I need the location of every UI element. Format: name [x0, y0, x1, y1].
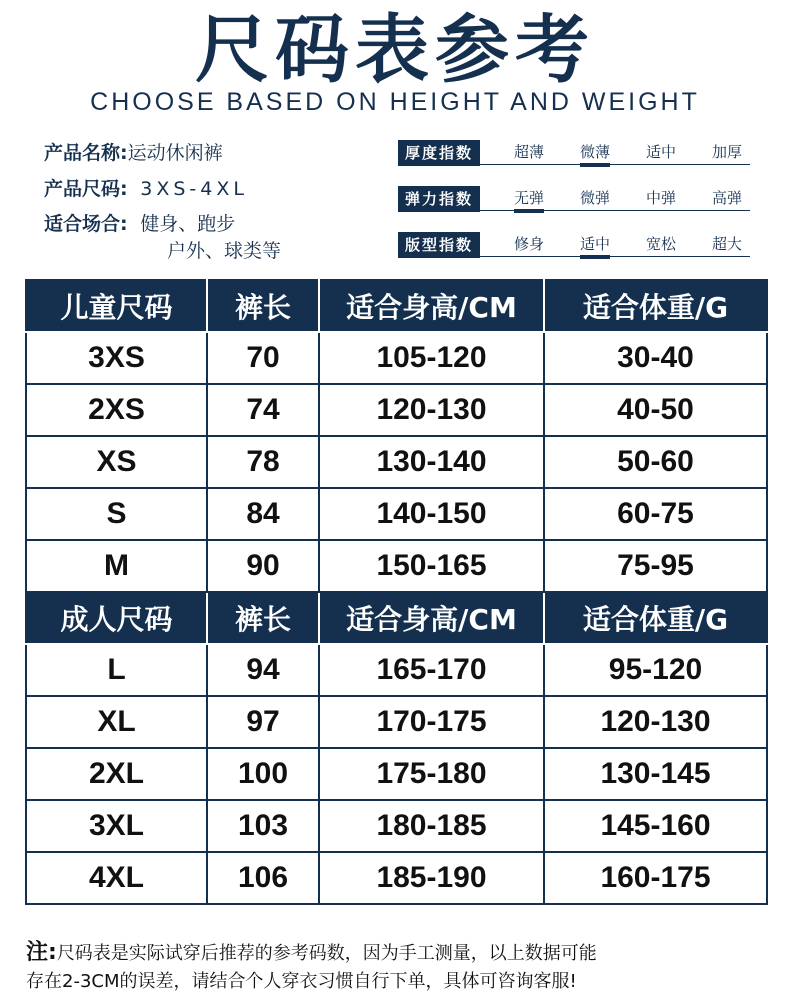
page-subtitle: CHOOSE BASED ON HEIGHT AND WEIGHT: [90, 88, 700, 116]
header-cell: 裤长: [207, 592, 319, 644]
size-cell: L: [26, 644, 207, 696]
weight-cell: 95-120: [544, 644, 767, 696]
size-chart-table: [25, 279, 768, 905]
elasticity-option: 中弹: [645, 189, 676, 207]
fit-index-label: 版型指数: [398, 232, 480, 258]
product-size-row: [44, 176, 248, 202]
product-name-value: 运动休闲裤: [127, 142, 223, 164]
product-name-label: 产品名称:: [44, 142, 128, 164]
header-cell: 裤长: [207, 280, 319, 332]
weight-cell: 160-175: [544, 852, 767, 904]
table-row: [26, 488, 767, 540]
weight-cell: 40-50: [544, 384, 767, 436]
adult-header-row: [26, 592, 767, 644]
product-occasion-line1: 健身、跑步: [140, 213, 236, 235]
fit-option-selected: 适中: [562, 232, 628, 256]
height-cell: 105-120: [319, 332, 544, 384]
table-row: [26, 748, 767, 800]
fit-option: 宽松: [645, 235, 676, 253]
height-cell: 165-170: [319, 644, 544, 696]
length-cell: 94: [207, 644, 319, 696]
elasticity-index-label: 弹力指数: [398, 186, 480, 212]
height-cell: 140-150: [319, 488, 544, 540]
height-cell: 180-185: [319, 800, 544, 852]
length-cell: 78: [207, 436, 319, 488]
height-cell: 120-130: [319, 384, 544, 436]
header-cell: 适合体重/G: [544, 280, 767, 332]
header-cell: 儿童尺码: [26, 280, 207, 332]
size-cell: 3XL: [26, 800, 207, 852]
height-cell: 170-175: [319, 696, 544, 748]
weight-cell: 130-145: [544, 748, 767, 800]
fit-index: [398, 232, 750, 258]
header-cell: 适合身高/CM: [319, 280, 544, 332]
thickness-index-label: 厚度指数: [398, 140, 480, 166]
elasticity-index: [398, 186, 750, 212]
product-size-label: 产品尺码:: [44, 178, 128, 200]
product-occasion-line2-row: [167, 238, 281, 264]
thickness-index: [398, 140, 750, 166]
product-occasion-row: [44, 211, 235, 237]
height-cell: 175-180: [319, 748, 544, 800]
kids-header-row: [26, 280, 767, 332]
note-line1: 尺码表是实际试穿后推荐的参考码数，因为手工测量，以上数据可能: [56, 943, 597, 964]
table-row: [26, 436, 767, 488]
length-cell: 90: [207, 540, 319, 592]
size-cell: 2XS: [26, 384, 207, 436]
size-cell: 4XL: [26, 852, 207, 904]
size-cell: 3XS: [26, 332, 207, 384]
note-line2: 存在2-3CM的误差，请结合个人穿衣习惯自行下单，具体可咨询客服!: [26, 971, 577, 992]
weight-cell: 50-60: [544, 436, 767, 488]
elasticity-option-selected: 无弹: [496, 186, 562, 210]
elasticity-option: 微弹: [579, 189, 610, 207]
weight-cell: 60-75: [544, 488, 767, 540]
table-row: [26, 800, 767, 852]
product-size-value: 3XS-4XL: [140, 178, 248, 200]
length-cell: 100: [207, 748, 319, 800]
length-cell: 97: [207, 696, 319, 748]
thickness-option: 加厚: [711, 143, 742, 161]
thickness-option: 超薄: [513, 143, 544, 161]
length-cell: 74: [207, 384, 319, 436]
header-cell: 成人尺码: [26, 592, 207, 644]
table-row: [26, 540, 767, 592]
height-cell: 130-140: [319, 436, 544, 488]
weight-cell: 145-160: [544, 800, 767, 852]
elasticity-option: 高弹: [711, 189, 742, 207]
product-occasion-line2: 户外、球类等: [167, 240, 282, 262]
size-cell: S: [26, 488, 207, 540]
fit-option: 修身: [513, 235, 544, 253]
size-cell: M: [26, 540, 207, 592]
table-row: [26, 696, 767, 748]
table-row: [26, 852, 767, 904]
thickness-option: 适中: [645, 143, 676, 161]
page-title: 尺码表参考: [195, 7, 595, 93]
weight-cell: 120-130: [544, 696, 767, 748]
product-occasion-label: 适合场合:: [44, 213, 128, 235]
table-row: [26, 644, 767, 696]
product-name-row: [44, 140, 223, 166]
height-cell: 150-165: [319, 540, 544, 592]
note-lead: 注:: [26, 940, 57, 965]
header-cell: 适合体重/G: [544, 592, 767, 644]
fit-option: 超大: [711, 235, 742, 253]
weight-cell: 30-40: [544, 332, 767, 384]
weight-cell: 75-95: [544, 540, 767, 592]
header-cell: 适合身高/CM: [319, 592, 544, 644]
table-row: [26, 332, 767, 384]
length-cell: 103: [207, 800, 319, 852]
thickness-option-selected: 微薄: [562, 140, 628, 164]
table-row: [26, 384, 767, 436]
size-cell: XL: [26, 696, 207, 748]
disclaimer-note: [26, 939, 776, 996]
length-cell: 106: [207, 852, 319, 904]
size-cell: 2XL: [26, 748, 207, 800]
length-cell: 84: [207, 488, 319, 540]
size-cell: XS: [26, 436, 207, 488]
length-cell: 70: [207, 332, 319, 384]
height-cell: 185-190: [319, 852, 544, 904]
